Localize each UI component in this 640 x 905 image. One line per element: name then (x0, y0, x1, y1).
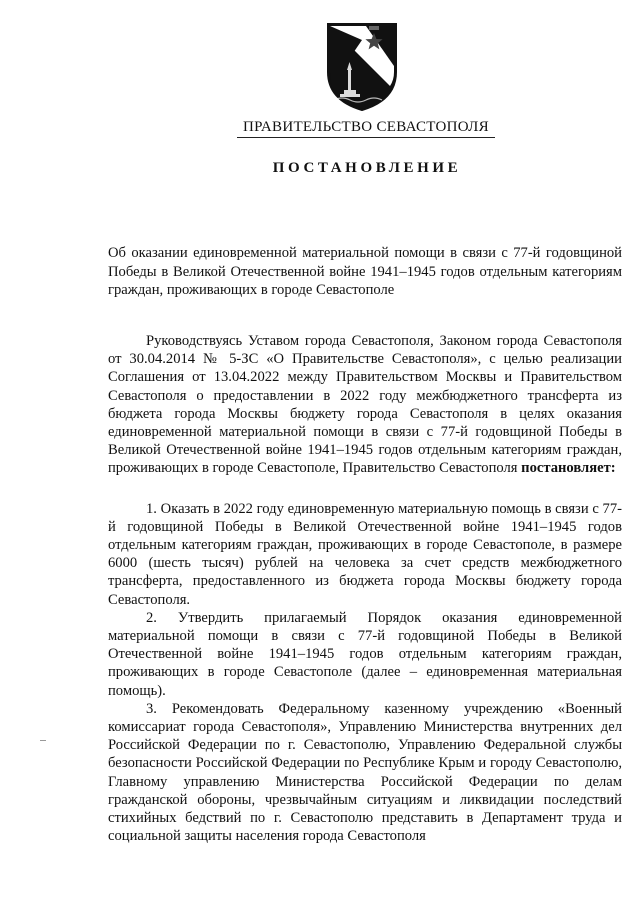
list-item-1: 1. Оказать в 2022 году единовременную материальную помощь в связи с 77-й годовщиной Победы в Великой Отечественной войне 1941–1945 годов отдельным категориям граждан, проживающих в городе Севастополе, в размере 6000 (шесть тысяч) рублей на человека за счет средств межбюджетного трансферта, предоставленного из бюджета города Москвы бюджету города Севастополя. (108, 500, 622, 608)
list-item-2: 2. Утвердить прилагаемый Порядок оказания единовременной материальной помощи в связи с 77-й годовщиной Победы в Великой Отечественной войне 1941–1945 годов отдельным категориям граждан, проживающих в городе Севастополе (далее – единовременная материальная помощь). (108, 609, 622, 699)
document-type: ПОСТАНОВЛЕНИЕ (272, 160, 462, 176)
margin-mark (40, 740, 46, 741)
government-name: ПРАВИТЕЛЬСТВО СЕВАСТОПОЛЯ (237, 119, 495, 138)
decree-word: постановляет: (521, 460, 616, 477)
sevastopol-coat-of-arms-icon (322, 20, 402, 112)
document-subject: Об оказании единовременной материальной помощи в связи с 77-й годовщиной Победы в Великой Отечественной войне 1941–1945 годов отдельным категориям граждан, проживающих в городе Севастополе (108, 245, 622, 299)
preamble-paragraph (108, 332, 622, 478)
document-body (108, 332, 622, 845)
government-name-heading (0, 119, 640, 138)
list-item-3: 3. Рекомендовать Федеральному казенному учреждению «Военный комиссариат города Севастополя», Управлению Министерства внутренних дел Российской Федерации по г. Севастополю, Управлению Федеральной службы безопасности Российской Федерации по Республике Крым и городу Севастополю, Главному управлению Министерства Российской Федерации по делам гражданской обороны, чрезвычайным ситуациям и ликвидации последствий стихийных бедствий по г. Севастополю представить в Департамент труда и социальной защиты населения города Севастополя (108, 700, 622, 845)
document-type-heading (0, 160, 640, 177)
preamble-text: Руководствуясь Уставом города Севастополя, Законом города Севастополя от 30.04.2014 № 5-ЗС «О Правительстве Севастополя», с целью реализации Соглашения от 13.04.2022 между Правительством Москвы и Правительством Севастополя о предоставлении в 2022 году межбюджетного трансферта из бюджета города Москвы бюджету города Севастополя в целях оказания единовременной материальной помощи в связи с 77-й годовщиной Победы в Великой Отечественной войне 1941–1945 годов отдельным категориям граждан, проживающих в городе Севастополе, Правительство Севастополя (108, 333, 622, 477)
